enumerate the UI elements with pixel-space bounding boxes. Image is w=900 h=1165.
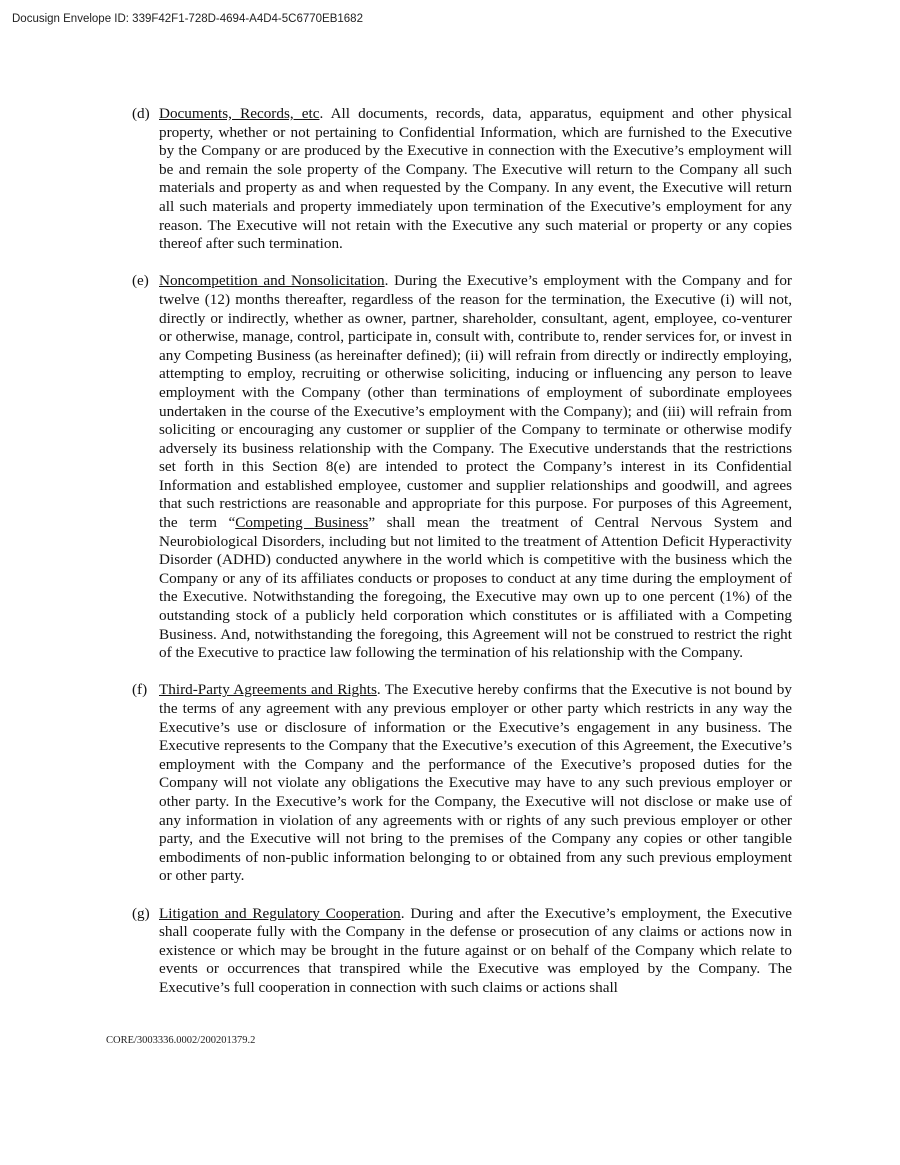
clause-g bbox=[132, 905, 792, 998]
clause-list bbox=[132, 105, 792, 1016]
clause-e bbox=[132, 272, 792, 662]
clause-text: . All documents, records, data, apparatus, equipment and other physical property, whether or not pertaining to Confidential Information, which are furnished to the Executive by the Company or are produced by the Executive in connection with the Executive’s employment will be and remain the sole property of the Company. The Executive will return to the Company all such materials and property as and when requested by the Company. In any event, the Executive will return all such materials and property immediately upon termination of the Executive’s employment for any reason. The Executive will not retain with the Executive any such material or property or any copies thereof after such termination. bbox=[159, 105, 792, 253]
clause-text: . During and after the Executive’s employment, the Executive shall cooperate fully with the Company in the defense or prosecution of any claims or actions now in existence or which may be brought in the future against or on behalf of the Company which relate to events or occurrences that transpired while the Executive was employed by the Company. The Executive’s full cooperation in connection with such claims or actions shall bbox=[159, 904, 793, 996]
clause-body bbox=[159, 272, 792, 662]
clause-heading: Noncompetition and Nonsolicitation bbox=[159, 272, 385, 290]
clause-body bbox=[159, 681, 792, 886]
clause-letter: (d) bbox=[132, 105, 150, 122]
clause-text: ” shall mean the treatment of Central Nervous System and Neurobiological Disorders, including but not limited to the treatment of Attention Deficit Hyperactivity Disorder (ADHD) conducted anywhere in the world which is competitive with the business which the Company or any of its affiliates conducts or proposes to conduct at any time during the employment of the Executive. Notwithstanding the foregoing, the Executive may own up to one percent (1%) of the outstanding stock of a publicly held corporation which constitutes or is affiliated with a Competing Business. And, notwithstanding the foregoing, this Agreement will not be construed to restrict the right of the Executive to practice law following the termination of his relationship with the Company. bbox=[159, 514, 792, 662]
defined-term: Competing Business bbox=[235, 514, 369, 532]
clause-letter: (e) bbox=[132, 272, 149, 290]
clause-text: . During the Executive’s employment with the Company and for twelve (12) months thereafter, regardless of the reason for the termination, the Executive (i) will not, directly or indirectly, whether as owner, partner, shareholder, consultant, agent, employee, co-venturer or otherwise, manage, control, participate in, consult with, contribute to, render services for, or invest in any Competing Business (as hereinafter defined); (ii) will refrain from directly or indirectly employing, attempting to employ, recruiting or otherwise soliciting, inducing or influencing any person to leave employment with the Company (other than terminations of employment of subordinate employees undertaken in the course of the Executive’s employment with the Company); and (iii) will refrain from soliciting or encouraging any customer or supplier of the Company to terminate or otherwise modify adversely its business relationship with the Company. The Executive understands that the restrictions set forth in this Section 8(e) are intended to protect the Company’s interest in its Confidential Information and established employee, customer and supplier relationships and goodwill, and agrees that such restrictions are reasonable and appropriate for this purpose. For purposes of this Agreement, the term “ bbox=[159, 272, 792, 532]
clause-body bbox=[159, 905, 792, 998]
document-reference: CORE/3003336.0002/200201379.2 bbox=[106, 1035, 256, 1046]
clause-body bbox=[159, 105, 792, 254]
clause-d bbox=[132, 105, 792, 254]
clause-heading: Third-Party Agreements and Rights bbox=[159, 681, 377, 699]
clause-letter: (f) bbox=[132, 681, 148, 699]
clause-letter: (g) bbox=[132, 904, 150, 922]
envelope-id: Docusign Envelope ID: 339F42F1-728D-4694-A4D4-5C6770EB1682 bbox=[12, 13, 363, 25]
clause-f bbox=[132, 681, 792, 886]
clause-heading: Documents, Records, etc bbox=[159, 105, 320, 122]
clause-heading: Litigation and Regulatory Cooperation bbox=[159, 904, 401, 922]
clause-text: . The Executive hereby confirms that the Executive is not bound by the terms of any agreement with any previous employer or other party which restricts in any way the Executive’s use or disclosure of information or the Executive’s engagement in any business. The Executive represents to the Company that the Executive’s execution of this Agreement, the Executive’s employment with the Company and the performance of the Executive’s proposed duties for the Company will not violate any obligations the Executive may have to any such previous employer or other party. In the Executive’s work for the Company, the Executive will not disclose or make use of any information in violation of any agreements with or rights of any such previous employer or other party, and the Executive will not bring to the premises of the Company any copies or other tangible embodiments of non-public information belonging to or obtained from any such previous employment or other party. bbox=[159, 681, 792, 885]
